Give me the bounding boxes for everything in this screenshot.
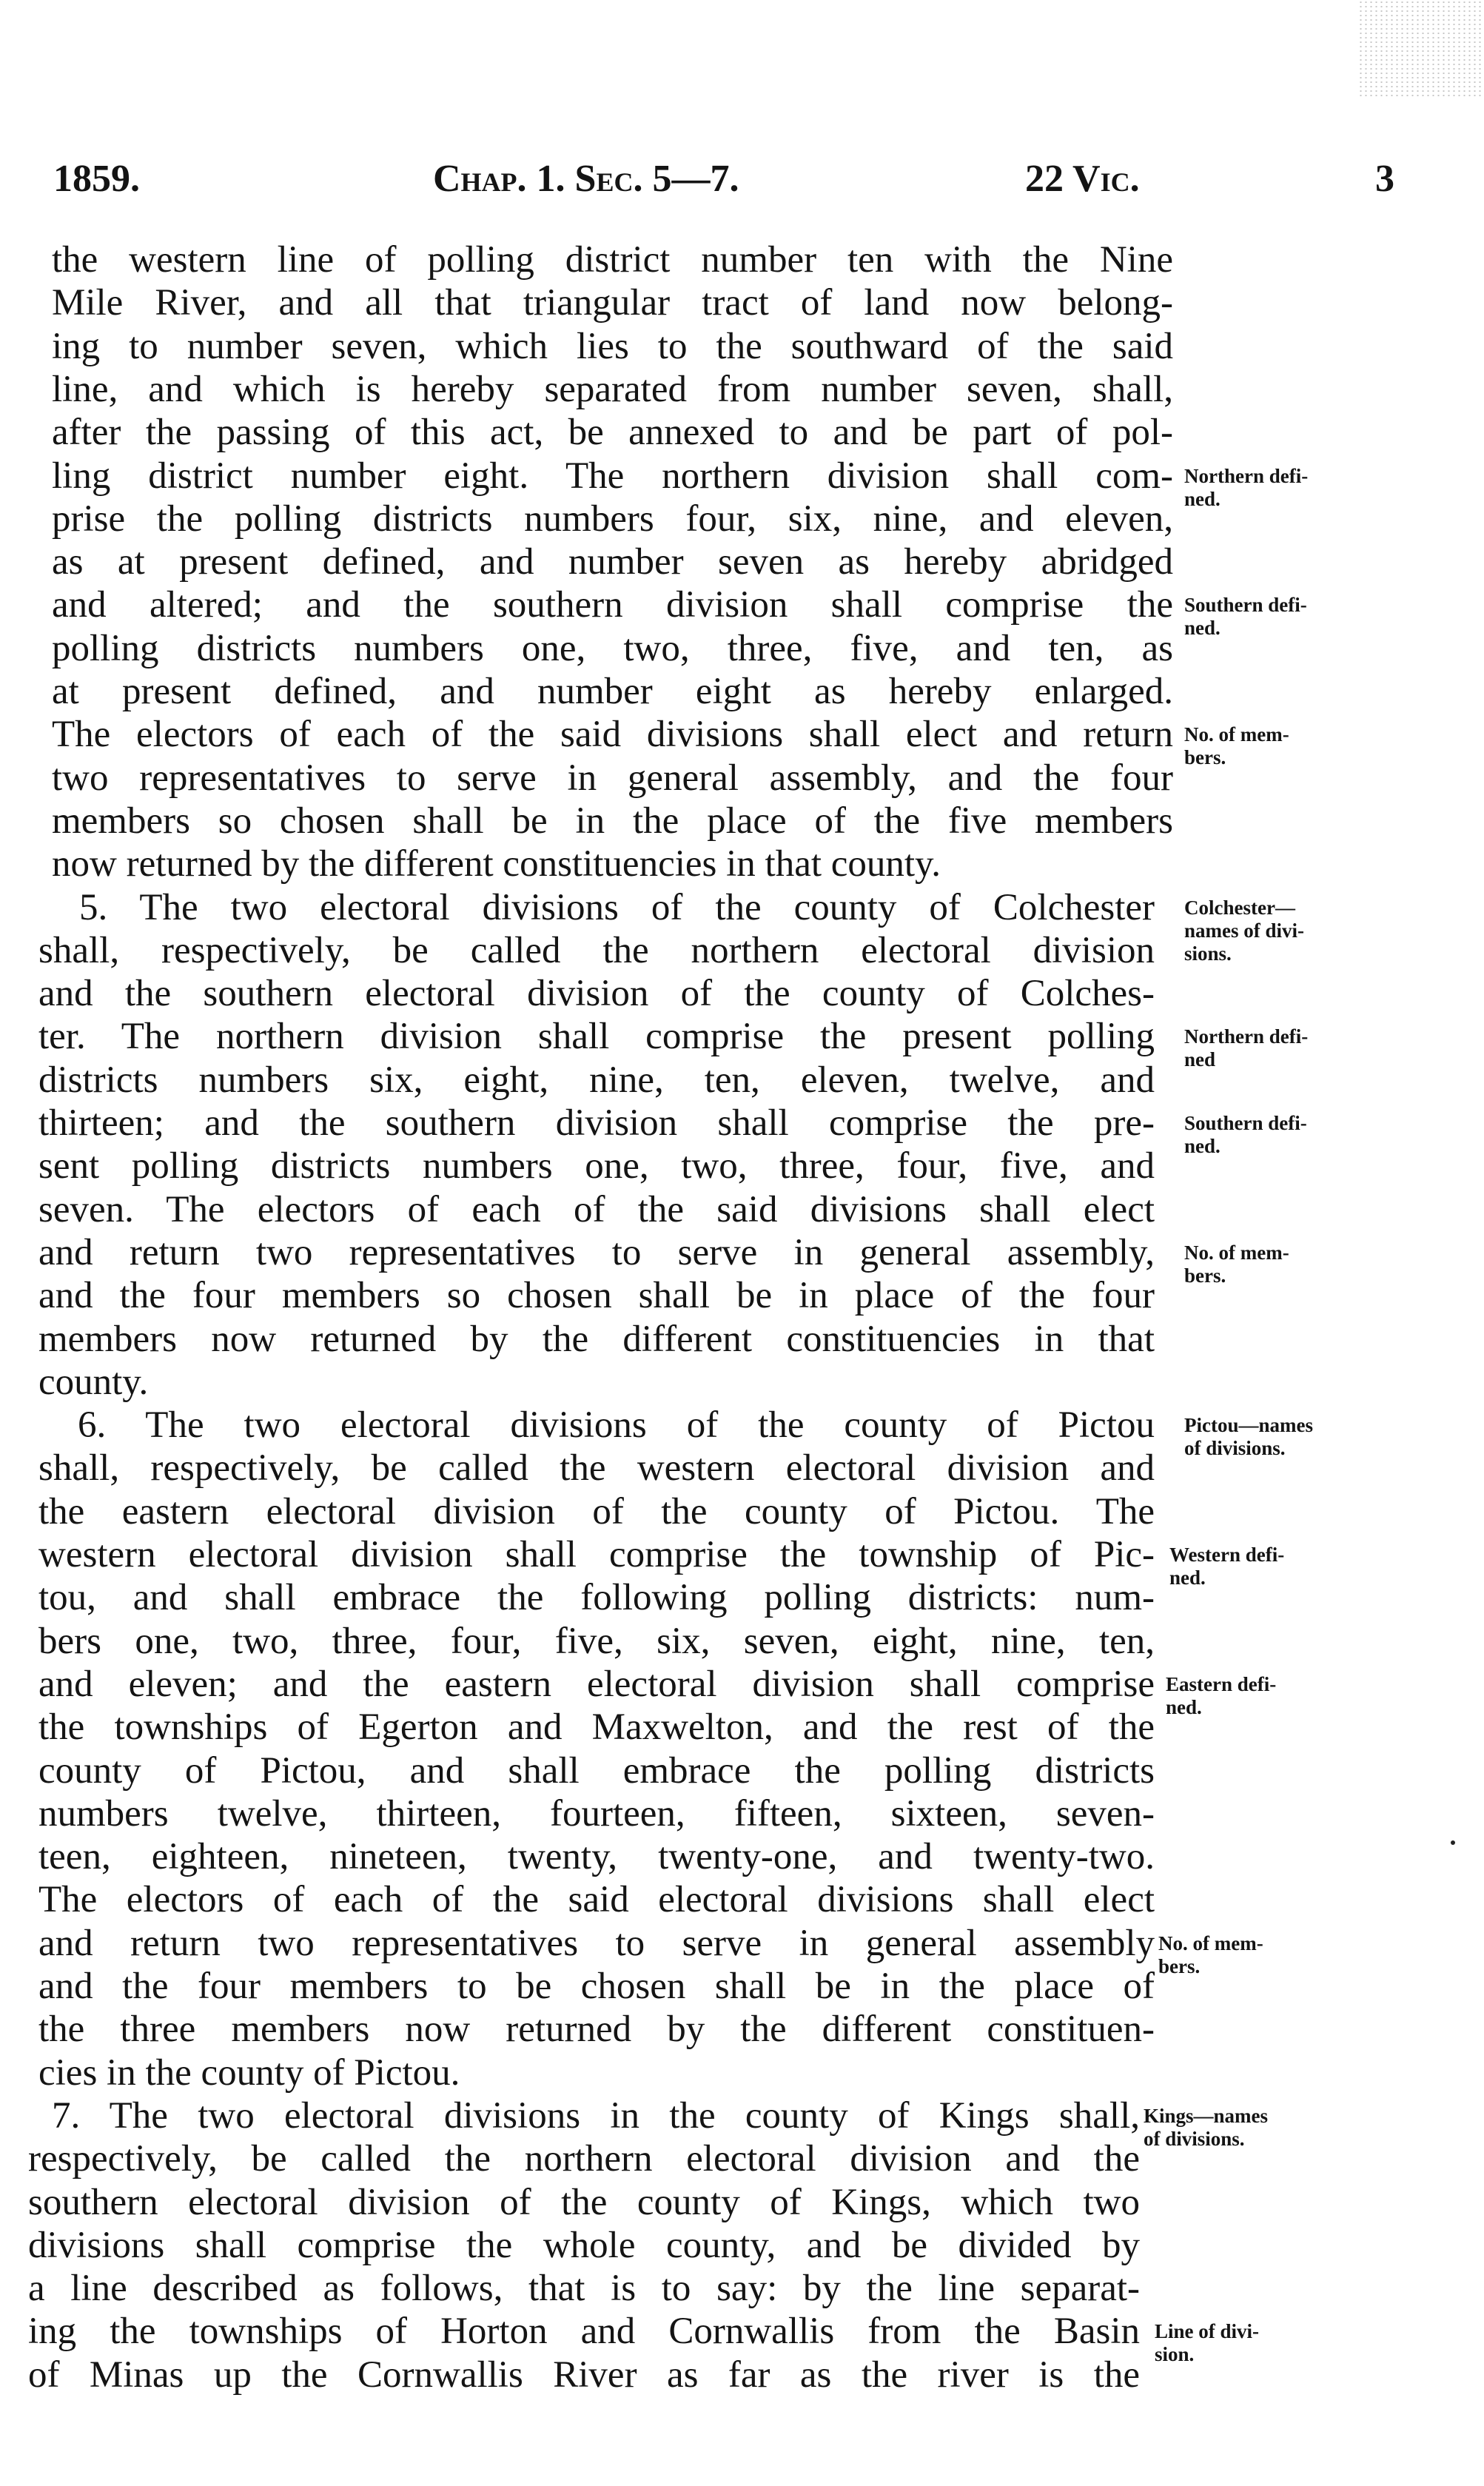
text-line: ter. The northern division shall comprise the present polling (38, 1016, 1155, 1058)
text-line: of Minas up the Cornwallis River as far as the river is the (28, 2353, 1140, 2396)
text-line: and the four members to be chosen shall be in the place of (38, 1966, 1155, 2007)
margin-note-line: Southern defi- (1184, 1112, 1307, 1134)
margin-note-line: No. of mem- (1184, 723, 1289, 746)
text-line: bers one, two, three, four, five, six, seven, eight, nine, ten, (38, 1620, 1155, 1662)
margin-note-line: ned. (1184, 1135, 1221, 1157)
text-line: and altered; and the southern division shall comprise the (52, 584, 1173, 626)
text-line: the townships of Egerton and Maxwelton, and the rest of the (38, 1706, 1155, 1749)
margin-note (1184, 594, 1307, 640)
margin-note (1184, 723, 1289, 769)
margin-note-line: Pictou—names (1184, 1414, 1313, 1437)
text-line: shall, respectively, be called the northern electoral division (38, 929, 1155, 971)
text-line: ling district number eight. The northern division shall com- (52, 455, 1173, 497)
margin-note-line: of divisions. (1184, 1437, 1286, 1460)
text-line: numbers twelve, thirteen, fourteen, fifteen, sixteen, seven- (38, 1792, 1155, 1835)
margin-note-line: bers. (1158, 1954, 1201, 1977)
text-line: polling districts numbers one, two, three, five, and ten, as (52, 627, 1173, 669)
text-line: and eleven; and the eastern electoral division shall comprise (38, 1663, 1155, 1705)
text-line: at present defined, and number eight as hereby enlarged. (52, 671, 1173, 712)
text-line: members so chosen shall be in the place of the five members (52, 800, 1173, 842)
page-number: 3 (1375, 158, 1394, 200)
text-line: after the passing of this act, be annexed to and be part of pol- (52, 412, 1173, 454)
margin-note (1166, 1673, 1276, 1719)
text-line: teen, eighteen, nineteen, twenty, twenty-one, and twenty-two. (38, 1836, 1155, 1878)
running-header (0, 157, 1484, 209)
text-line: county. (38, 1361, 149, 1403)
margin-note-line: sion. (1155, 2343, 1195, 2366)
header-year: 1859. (53, 158, 140, 200)
text-line: tou, and shall embrace the following polling districts: num- (38, 1577, 1155, 1619)
margin-note (1184, 1112, 1307, 1158)
text-line: members now returned by the different constituencies in that (38, 1318, 1155, 1360)
margin-note-line: bers. (1184, 746, 1226, 769)
margin-note-line: bers. (1184, 1264, 1226, 1287)
text-line: as at present defined, and number seven as hereby abridged (52, 541, 1173, 583)
margin-note (1184, 1025, 1308, 1071)
text-line: ing to number seven, which lies to the southward of the said (52, 325, 1173, 367)
text-line: western electoral division shall comprise the township of Pic- (38, 1534, 1155, 1575)
margin-note-line: ned. (1166, 1695, 1202, 1718)
text-line: the three members now returned by the different constituen- (38, 2008, 1155, 2051)
margin-note-line: Western defi- (1169, 1544, 1285, 1566)
text-line: two representatives to serve in general assembly, and the four (52, 757, 1173, 799)
margin-note (1184, 897, 1304, 965)
text-line: and return two representatives to serve in general assembly, (38, 1231, 1155, 1273)
margin-note (1155, 2320, 1259, 2366)
margin-note (1184, 1414, 1313, 1460)
margin-note-line: of divisions. (1144, 2127, 1245, 2150)
text-line: seven. The electors of each of the said divisions shall elect (38, 1188, 1155, 1230)
text-line: the western line of polling district number ten with the Nine (52, 239, 1173, 281)
text-line: divisions shall comprise the whole county, and be divided by (28, 2224, 1140, 2266)
margin-note (1184, 465, 1308, 511)
text-line: The electors of each of the said electoral divisions shall elect (38, 1879, 1155, 1921)
margin-note-line: Colchester— (1184, 896, 1295, 919)
text-line: respectively, be called the northern electoral division and the (28, 2138, 1140, 2180)
text-line: 6. The two electoral divisions of the county of Pictou (78, 1404, 1155, 1447)
margin-note-line: ned. (1184, 617, 1221, 640)
text-line: county of Pictou, and shall embrace the polling districts (38, 1749, 1155, 1792)
text-line: cies in the county of Pictou. (38, 2051, 460, 2094)
margin-note-line: Line of divi- (1155, 2320, 1260, 2343)
text-line: Mile River, and all that triangular tract of land now belong- (52, 282, 1173, 324)
scan-artifact (1358, 0, 1484, 96)
header-chapter-section: Chap. 1. Sec. 5—7. (433, 158, 739, 200)
header-regnal-year: 22 Vic. (1025, 158, 1140, 200)
margin-note-line: Eastern defi- (1166, 1672, 1277, 1695)
margin-note (1158, 1932, 1263, 1978)
margin-note-line: ned. (1184, 487, 1221, 510)
margin-note-line: Northern defi- (1184, 1025, 1309, 1048)
text-line: and return two representatives to serve in general assembly (38, 1922, 1155, 1964)
margin-note (1184, 1242, 1289, 1287)
text-line: a line described as follows, that is to say: by the line separat- (28, 2268, 1140, 2310)
margin-note-line: Northern defi- (1184, 464, 1309, 487)
margin-note-line: No. of mem- (1158, 1931, 1263, 1954)
margin-note-line: names of divi- (1184, 919, 1304, 942)
text-line: sent polling districts numbers one, two, three, four, five, and (38, 1145, 1155, 1187)
margin-note-line: ned (1184, 1048, 1216, 1071)
text-line: now returned by the different constituencies in that county. (52, 843, 941, 885)
scan-speck (1451, 1840, 1455, 1845)
margin-note (1144, 2105, 1268, 2151)
text-line: line, and which is hereby separated from number seven, shall, (52, 368, 1173, 410)
text-line: thirteen; and the southern division shall comprise the pre- (38, 1102, 1155, 1144)
margin-note-line: Southern defi- (1184, 594, 1307, 617)
text-line: prise the polling districts numbers four, six, nine, and eleven, (52, 497, 1173, 540)
margin-note-line: ned. (1169, 1567, 1206, 1589)
text-line: shall, respectively, be called the western electoral division and (38, 1447, 1155, 1490)
margin-note (1169, 1544, 1284, 1589)
margin-note-line: sions. (1184, 942, 1232, 965)
margin-note-line: Kings—names (1144, 2104, 1269, 2127)
text-line: and the southern electoral division of the county of Colches- (38, 973, 1155, 1015)
text-line: ing the townships of Horton and Cornwallis from the Basin (28, 2311, 1140, 2353)
text-line: 7. The two electoral divisions in the county of Kings shall, (52, 2094, 1140, 2137)
text-line: and the four members so chosen shall be in place of the four (38, 1275, 1155, 1317)
text-line: 5. The two electoral divisions of the county of Colchester (79, 886, 1155, 928)
text-line: districts numbers six, eight, nine, ten, eleven, twelve, and (38, 1059, 1155, 1101)
text-line: The electors of each of the said divisions shall elect and return (52, 714, 1173, 756)
text-line: the eastern electoral division of the county of Pictou. The (38, 1490, 1155, 1532)
text-line: southern electoral division of the county of Kings, which two (28, 2181, 1140, 2223)
margin-note-line: No. of mem- (1184, 1241, 1289, 1264)
